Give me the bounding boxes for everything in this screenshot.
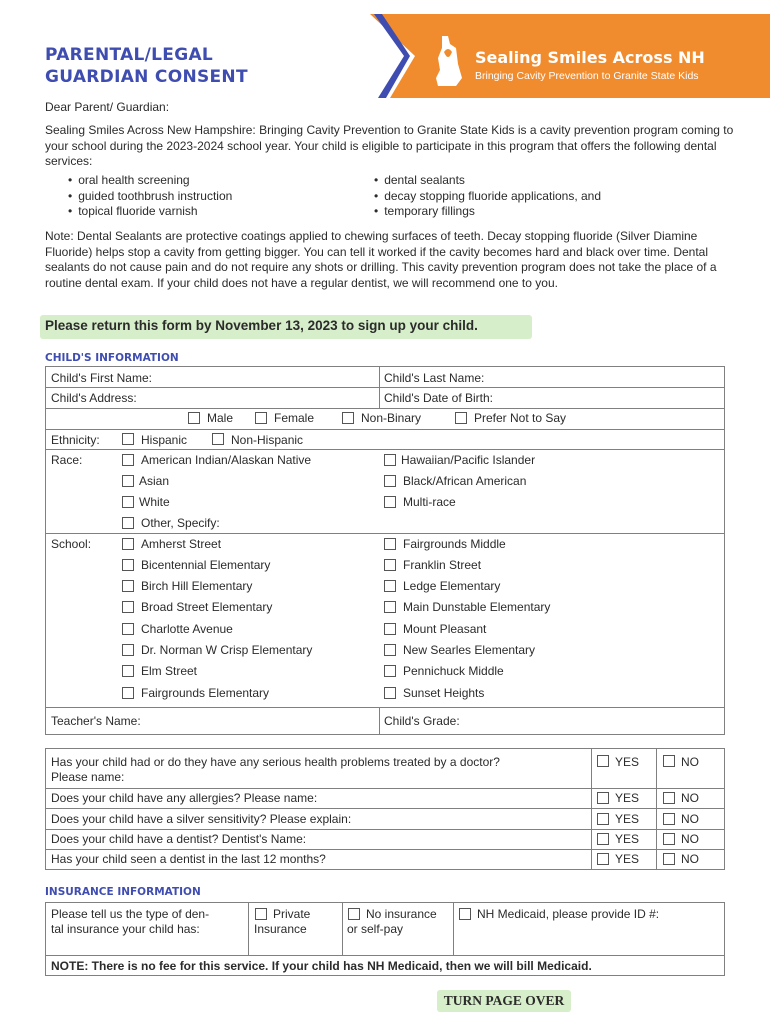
first-name-field[interactable]: Child's First Name: (51, 371, 152, 385)
gender-prefer-not-checkbox[interactable] (455, 412, 467, 424)
ethnicity-nonhispanic-checkbox[interactable] (212, 433, 224, 445)
school-checkbox[interactable] (122, 559, 134, 571)
no-label: NO (681, 791, 699, 805)
list-item: • temporary fillings (374, 204, 601, 220)
ethnicity-label: Ethnicity: (51, 433, 100, 447)
list-item: • topical fluoride varnish (68, 204, 232, 220)
form-title-line1: PARENTAL/LEGAL (45, 45, 214, 65)
race-checkbox[interactable] (122, 475, 134, 487)
school-checkbox[interactable] (384, 580, 396, 592)
ethnicity-hispanic-checkbox[interactable] (122, 433, 134, 445)
school-checkbox[interactable] (122, 580, 134, 592)
school-option: Bicentennial Elementary (141, 558, 271, 572)
form-title (45, 44, 248, 88)
services-list-left (68, 173, 232, 220)
no-label: NO (681, 832, 699, 846)
race-checkbox[interactable] (122, 454, 134, 466)
health-no-checkbox[interactable] (663, 792, 675, 804)
no-label: NO (681, 852, 699, 866)
gender-female-label: Female (274, 411, 315, 425)
school-option: Main Dunstable Elementary (403, 600, 551, 614)
school-checkbox[interactable] (122, 665, 134, 677)
school-option: Dr. Norman W Crisp Elementary (141, 643, 313, 657)
greeting: Dear Parent/ Guardian: (45, 100, 170, 114)
school-checkbox[interactable] (122, 623, 134, 635)
health-no-checkbox[interactable] (663, 853, 675, 865)
yes-label: YES (615, 852, 640, 866)
health-yes-checkbox[interactable] (597, 853, 609, 865)
school-option: Birch Hill Elementary (141, 579, 253, 593)
banner-subtitle: Bringing Cavity Prevention to Granite State Kids (475, 70, 699, 82)
school-option: Pennichuck Middle (403, 664, 504, 678)
gender-nonbinary-checkbox[interactable] (342, 412, 354, 424)
health-no-checkbox[interactable] (663, 833, 675, 845)
insurance-heading: INSURANCE INFORMATION (45, 886, 201, 898)
no-label: NO (681, 755, 699, 769)
note-paragraph: Note: Dental Sealants are protective coatings applied to chewing surfaces of teeth. Decay stopping fluoride (Silver Diamine Fluoride) helps stop a cavity from getting bigger. You can tell it worked if the cavity becomes hard and black over time. Dental sealants do not cause pain and do not require any shots or drilling. This cavity prevention program does not take the place of a routine dental exam. If your child does not have a regular dentist, we will recommend one to you. (45, 229, 717, 290)
health-question: Does your child have any allergies? Please name: (51, 791, 318, 805)
race-option: Black/African American (403, 474, 527, 488)
health-question: Has your child had or do they have any serious health problems treated by a doctor? (51, 755, 500, 769)
school-checkbox[interactable] (122, 601, 134, 613)
no-insurance-label: or self-pay (347, 922, 404, 936)
health-question: Does your child have a dentist? Dentist's Name: (51, 832, 307, 846)
health-yes-checkbox[interactable] (597, 792, 609, 804)
school-checkbox[interactable] (122, 538, 134, 550)
gender-prefer-not-label: Prefer Not to Say (474, 411, 567, 425)
gender-female-checkbox[interactable] (255, 412, 267, 424)
return-deadline-text: Please return this form by November 13, 2023 to sign up your child. (45, 318, 478, 333)
program-banner (370, 14, 770, 98)
school-option: Fairgrounds Middle (403, 537, 506, 551)
list-item: • decay stopping fluoride applications, and (374, 189, 601, 205)
school-option: Fairgrounds Elementary (141, 686, 270, 700)
health-no-checkbox[interactable] (663, 813, 675, 825)
health-question: Does your child have a silver sensitivity? Please explain: (51, 812, 352, 826)
school-option: Elm Street (141, 664, 198, 678)
race-checkbox[interactable] (384, 475, 396, 487)
school-option: New Searles Elementary (403, 643, 536, 657)
gender-male-checkbox[interactable] (188, 412, 200, 424)
health-yes-checkbox[interactable] (597, 813, 609, 825)
no-insurance-checkbox[interactable] (348, 908, 360, 920)
child-info-heading: CHILD'S INFORMATION (45, 352, 179, 364)
yes-label: YES (615, 791, 640, 805)
no-insurance-label: No insurance (366, 907, 437, 921)
return-deadline-banner (40, 315, 532, 339)
school-option: Ledge Elementary (403, 579, 501, 593)
list-item: • oral health screening (68, 173, 232, 189)
race-option: White (139, 495, 170, 509)
insurance-prompt: tal insurance your child has: (51, 922, 200, 936)
race-checkbox[interactable] (384, 496, 396, 508)
school-checkbox[interactable] (384, 665, 396, 677)
race-checkbox[interactable] (384, 454, 396, 466)
yes-label: YES (615, 755, 640, 769)
turn-page-text: TURN PAGE OVER (443, 993, 565, 1008)
school-option: Sunset Heights (403, 686, 485, 700)
list-item: • dental sealants (374, 173, 601, 189)
race-option: Other, Specify: (141, 516, 220, 530)
grade-field[interactable]: Child's Grade: (384, 714, 460, 728)
last-name-field[interactable]: Child's Last Name: (384, 371, 485, 385)
ethnicity-nonhispanic-label: Non-Hispanic (231, 433, 304, 447)
yes-label: YES (615, 832, 640, 846)
gender-nonbinary-label: Non-Binary (361, 411, 422, 425)
race-option: Hawaiian/Pacific Islander (401, 453, 536, 467)
race-option: Multi-race (403, 495, 456, 509)
health-question-detail: Please name: (51, 770, 125, 784)
school-option: Franklin Street (403, 558, 482, 572)
billing-note: NOTE: There is no fee for this service. If your child has NH Medicaid, then we will bill Medicaid. (51, 959, 592, 973)
intro-paragraph: Sealing Smiles Across New Hampshire: Bringing Cavity Prevention to Granite State Kids is a cavity prevention program coming to your school during the 2023-2024 school year. Your child is eligible to participate in this program that offers the following dental services: (45, 123, 734, 168)
race-option: American Indian/Alaskan Native (141, 453, 312, 467)
health-no-checkbox[interactable] (663, 755, 675, 767)
health-yes-checkbox[interactable] (597, 833, 609, 845)
gender-male-label: Male (207, 411, 234, 425)
school-option: Broad Street Elementary (141, 600, 273, 614)
school-checkbox[interactable] (384, 538, 396, 550)
nh-medicaid-checkbox[interactable] (459, 908, 471, 920)
private-insurance-label: Insurance (254, 922, 307, 936)
school-option: Mount Pleasant (403, 622, 487, 636)
school-option: Amherst Street (141, 537, 222, 551)
turn-page-banner (437, 990, 571, 1012)
school-checkbox[interactable] (384, 601, 396, 613)
school-checkbox[interactable] (384, 559, 396, 571)
race-checkbox[interactable] (122, 496, 134, 508)
yes-label: YES (615, 812, 640, 826)
school-option: Charlotte Avenue (141, 622, 233, 636)
services-list-right (374, 173, 601, 220)
form-title-line2: GUARDIAN CONSENT (45, 67, 248, 87)
school-checkbox[interactable] (122, 687, 134, 699)
ethnicity-hispanic-label: Hispanic (141, 433, 188, 447)
school-label: School: (51, 537, 92, 551)
school-checkbox[interactable] (384, 623, 396, 635)
insurance-prompt: Please tell us the type of den- (51, 907, 210, 921)
list-item: • guided toothbrush instruction (68, 189, 232, 205)
no-label: NO (681, 812, 699, 826)
nh-medicaid-label: NH Medicaid, please provide ID #: (477, 907, 660, 921)
race-checkbox[interactable] (122, 517, 134, 529)
race-label: Race: (51, 453, 83, 467)
teacher-name-field[interactable]: Teacher's Name: (51, 714, 141, 728)
school-checkbox[interactable] (384, 687, 396, 699)
private-insurance-label: Private (273, 907, 311, 921)
address-field[interactable]: Child's Address: (51, 391, 137, 405)
race-option: Asian (139, 474, 170, 488)
banner-title: Sealing Smiles Across NH (475, 48, 705, 67)
school-checkbox[interactable] (122, 644, 134, 656)
health-question: Has your child seen a dentist in the last 12 months? (51, 852, 326, 866)
dob-field[interactable]: Child's Date of Birth: (384, 391, 494, 405)
school-checkbox[interactable] (384, 644, 396, 656)
private-insurance-checkbox[interactable] (255, 908, 267, 920)
health-yes-checkbox[interactable] (597, 755, 609, 767)
